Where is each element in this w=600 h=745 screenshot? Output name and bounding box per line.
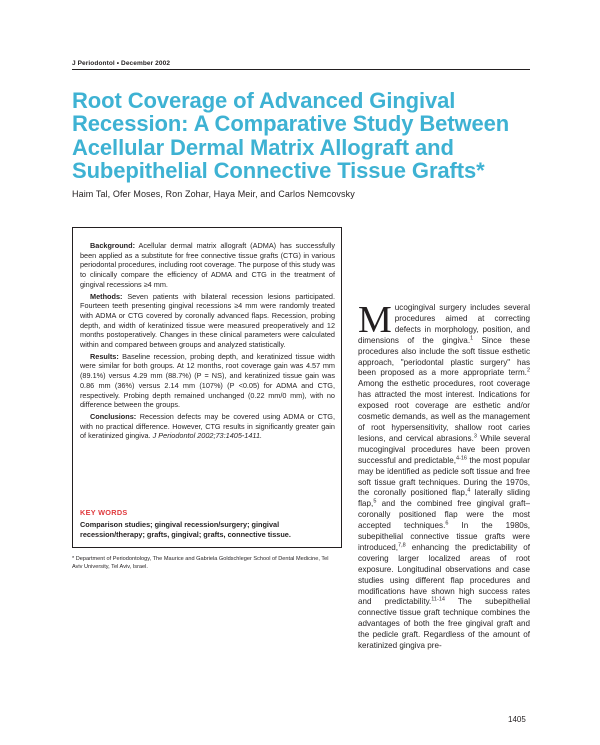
citation: J Periodontol 2002;73:1405-1411.: [152, 431, 263, 441]
article-title: Root Coverage of Advanced Gingival Recession: A Comparative Study Between Acellular Dermal Matrix Allograft and Subepithelial Connective Tissue Grafts*: [72, 88, 510, 184]
body-text: laterally sliding flap,: [358, 488, 530, 509]
conclusions-text: Recession defects may be covered using ADMA or CTG, with no practical difference. However, CTG results in significantly greater gain of keratinized gingiva.: [80, 411, 335, 441]
header-rule: [72, 69, 530, 70]
abstract: [80, 241, 335, 443]
keywords-heading: KEY WORDS: [80, 508, 128, 517]
reference-marker: 4-16: [455, 455, 467, 461]
body-text: ucogingival surgery includes several procedures aimed at correcting defects in morphology, position, and dimensions of the gingiva.: [358, 303, 530, 345]
reference-marker: 1: [470, 335, 474, 342]
journal-name: J Periodontol: [72, 60, 115, 67]
page-number: 1405: [508, 715, 526, 724]
abstract-conclusions: [80, 412, 335, 441]
body-text: Among the esthetic procedures, root coverage has attracted the most interest. Indications for exposed root coverage are esthetic and/or cosmetic demands, as well as the management of root hypersensitivity, shallow root caries lesions, and cervical abrasions.: [358, 379, 530, 443]
reference-marker: 6: [445, 520, 449, 527]
abstract-results: [80, 352, 335, 410]
results-label: Results:: [90, 351, 119, 361]
affiliation-footnote: * Department of Periodontology, The Maurice and Gabriela Goldschleger School of Dental Medicine, Tel Aviv University, Tel Aviv, Israel.: [72, 556, 329, 570]
keywords-text: Comparison studies; gingival recession/surgery; gingival recession/therapy; grafts, gingival; grafts, connective tissue.: [80, 520, 291, 539]
drop-cap: M: [358, 299, 392, 341]
body-text: the most popular may be identified as pedicle soft tissue and free soft tissue graft techniques. During the 1970s, the coronally positioned flap,: [358, 455, 530, 498]
conclusions-label: Conclusions:: [90, 411, 137, 421]
running-header: [72, 60, 170, 67]
reference-marker: 11-14: [431, 596, 445, 603]
reference-marker: 5: [373, 498, 377, 505]
body-text: The subepithelial connective tissue graft technique combines the advantages of both the free gingival graft and the pedicle graft. Regardless of the amount of keratinized gingiva pre-: [358, 597, 531, 651]
reference-marker: 3: [473, 433, 477, 440]
methods-text: Seven patients with bilateral recession lesions participated. Fourteen teeth presenting gingival recessions ≥4 mm were randomly treated with ADMA or CTG covered by coronally advanced flaps. Recession, probing depth, and width of keratinized tissue were measured preoperatively and 12 months postoperatively. Changes in these clinical parameters were calculated within and compared between groups and analyzed statistically.: [80, 291, 335, 350]
reference-marker: 7,8: [398, 542, 406, 549]
author-list: Haim Tal, Ofer Moses, Ron Zohar, Haya Meir, and Carlos Nemcovsky: [72, 189, 355, 199]
body-column: [358, 299, 531, 652]
body-text: Since these procedures also include the soft tissue esthetic approach, "periodontal plastic surgery" has been proposed as a more appropriate term.: [358, 335, 530, 378]
abstract-background: [80, 241, 335, 290]
background-label: Background:: [90, 241, 135, 250]
results-text: Baseline recession, probing depth, and keratinized tissue width were similar for both groups. At 12 months, root coverage gain was 4.57 mm (89.1%) versus 4.29 mm (88.7%) (P = NS), and keratinized tissue gain was 0.86 mm (36%) versus 2.14 mm (107%) (P <0.05) for ADMA and CTG, respectively. Probing depth remained unchanged (0.22 mm/0 mm), with no difference between the groups.: [80, 351, 335, 410]
body-text: While several mucogingival procedures have been proven successful and predictable,: [358, 433, 530, 465]
reference-marker: 4: [467, 487, 471, 494]
body-text: In the 1980s, subepithelial connective tissue grafts were introduced,: [358, 521, 530, 552]
methods-label: Methods:: [90, 291, 123, 301]
header-bullet: •: [116, 60, 120, 67]
body-text: enhancing the predictability of covering larger localized areas of root exposure. Longitudinal observations and case studies using different flap procedures and modifications have shown high success rates and predictability.: [358, 542, 530, 607]
reference-marker: 2: [526, 367, 530, 374]
body-text: and the combined free gingival graft–coronally positioned flap were the most accepted techniques.: [358, 499, 530, 531]
background-text: Acellular dermal matrix allograft (ADMA) has successfully been applied as a substitute for free connective tissue grafts (CTG) in various periodontal procedures, including root coverage. The purpose of this study was to clinically compare the efficiency of ADMA and CTG in the treatment of gingival recessions ≥4 mm.: [80, 241, 336, 289]
abstract-methods: [80, 292, 335, 350]
issue-date: December 2002: [121, 60, 171, 67]
